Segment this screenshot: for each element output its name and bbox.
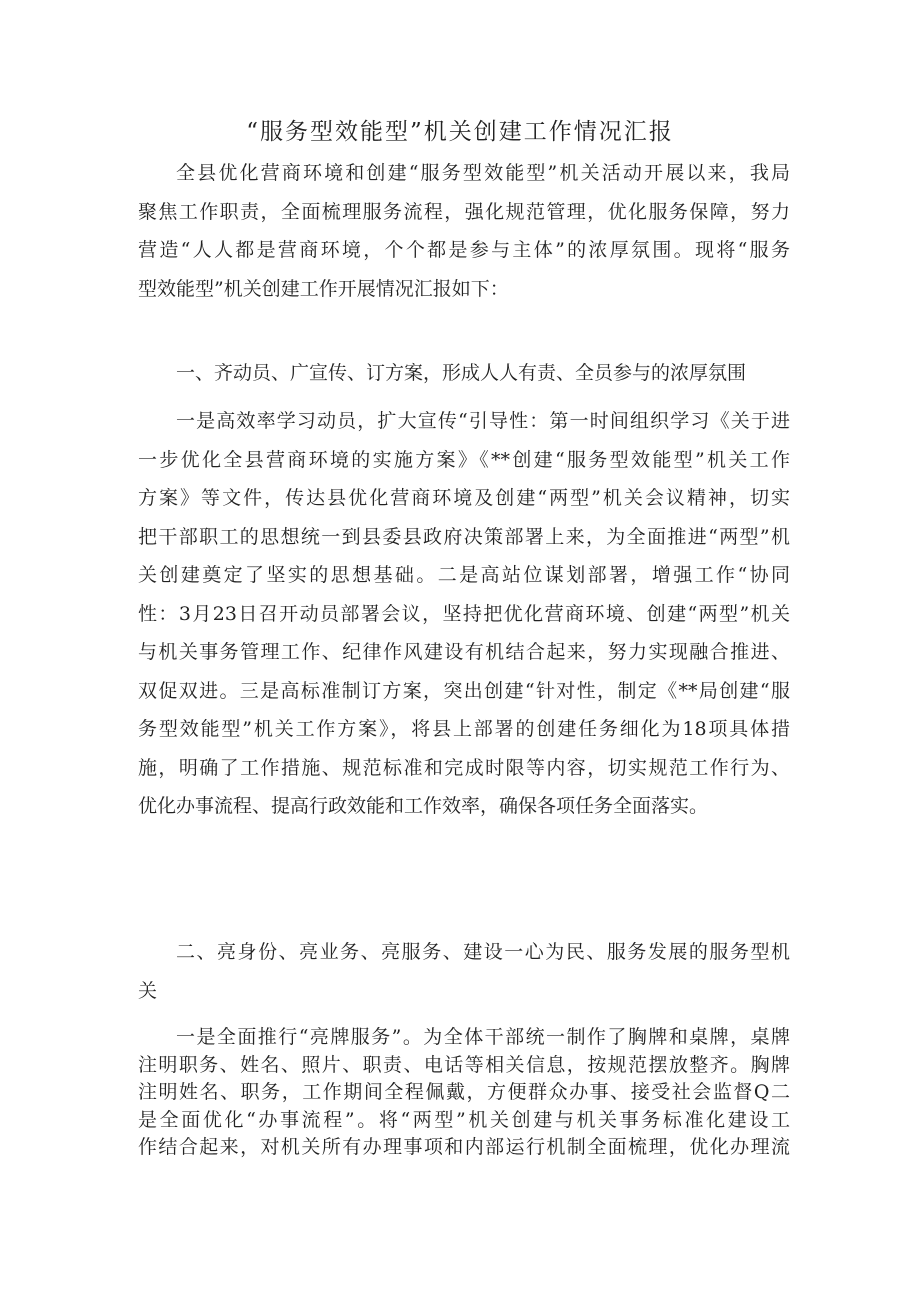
section-2-line: 是全面优化“办事流程”。将“两型”机关创建与机关事务标准化建设工 bbox=[138, 1108, 790, 1131]
section-1-line: 与机关事务管理工作、纪律作风建设有机结合起来，努力实现融合推进、 bbox=[138, 641, 790, 663]
section-2-line: 作结合起来，对机关所有办理事项和内部运行机制全面梳理，优化办理流 bbox=[138, 1136, 790, 1158]
heading-line: 关 bbox=[138, 979, 158, 1002]
section-1-paragraph bbox=[138, 402, 790, 826]
section-1-line: 关创建奠定了坚实的思想基础。二是高站位谋划部署，增强工作“协同 bbox=[138, 564, 790, 586]
section-1-line: 性：3月23日召开动员部署会议，坚持把优化营商环境、创建“两型”机关 bbox=[138, 602, 790, 625]
section-1-line: 方案》等文件，传达县优化营商环境及创建“两型”机关会议精神，切实 bbox=[138, 487, 790, 509]
section-1-line: 优化办事流程、提高行政效能和工作效率，确保各项任务全面落实。 bbox=[138, 795, 709, 817]
document-title: “服务型效能型”机关创建工作情况汇报 bbox=[246, 119, 674, 145]
section-2-line: 注明职务、姓名、照片、职责、电话等相关信息，按规范摆放整齐。胸牌 bbox=[138, 1053, 790, 1076]
heading-line: 二、亮身份、亮业务、亮服务、建设一心为民、服务发展的服务型机 bbox=[176, 941, 790, 963]
intro-line: 全县优化营商环境和创建“服务型效能型”机关活动开展以来，我局 bbox=[176, 162, 790, 184]
section-1-line: 施，明确了工作措施、规范标准和完成时限等内容，切实规范工作行为、 bbox=[138, 756, 790, 779]
section-2-paragraph bbox=[138, 1024, 790, 1162]
intro-paragraph bbox=[138, 154, 790, 308]
section-1-line: 务型效能型”机关工作方案》，将县上部署的创建任务细化为18项具体措 bbox=[138, 718, 790, 740]
section-2-line: 注明姓名、职务，工作期间全程佩戴，方便群众办事、接受社会监督Q二 bbox=[138, 1081, 790, 1103]
section-1-line: 双促双进。三是高标准制订方案，突出创建“针对性，制定《**局创建“服 bbox=[138, 679, 790, 702]
intro-line: 聚焦工作职责，全面梳理服务流程，强化规范管理，优化服务保障，努力 bbox=[138, 200, 790, 223]
section-1-line: 一是高效率学习动员，扩大宣传“引导性：第一时间组织学习《关于进 bbox=[176, 410, 790, 432]
heading-line: 一、齐动员、广宣传、订方案，形成人人有责、全员参与的浓厚氛围 bbox=[176, 362, 747, 384]
section-1-line: 把干部职工的思想统一到县委县政府决策部署上来，为全面推进“两型”机 bbox=[138, 525, 790, 548]
section-heading-2 bbox=[138, 933, 790, 1010]
section-2-line: 一是全面推行“亮牌服务”。为全体干部统一制作了胸牌和桌牌，桌牌 bbox=[176, 1026, 790, 1048]
section-1-line: 一步优化全县营商环境的实施方案》《**创建“服务型效能型”机关工作 bbox=[138, 448, 790, 471]
intro-line: 营造“人人都是营商环境，个个都是参与主体”的浓厚氛围。现将“服务 bbox=[138, 239, 790, 261]
section-heading-1 bbox=[138, 354, 790, 393]
intro-line: 型效能型”机关创建工作开展情况汇报如下： bbox=[138, 277, 509, 300]
